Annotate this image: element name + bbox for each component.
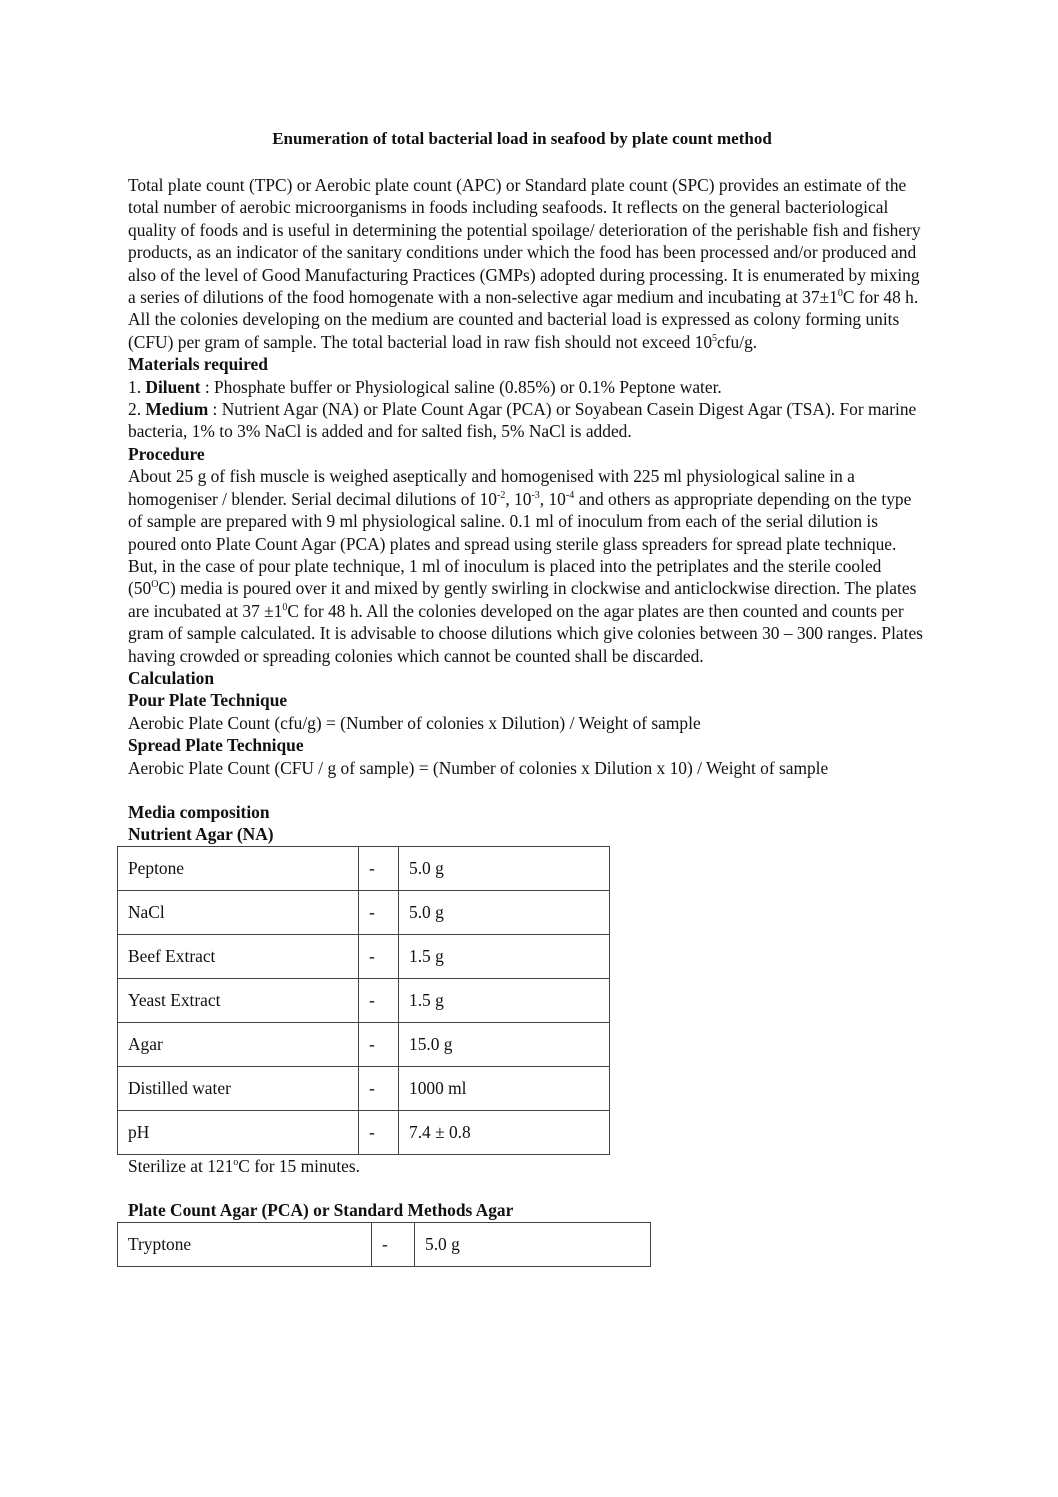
ingredient-cell: Agar <box>118 1022 359 1066</box>
item-number: 1. <box>128 376 146 397</box>
intro-text: cfu/g. <box>717 331 758 352</box>
intro-text: Total plate count (TPC) or Aerobic plate count (APC) or Standard plate count (SPC) provides an estimate of the total number of aerobic microorganisms in foods including seafoods. It reflects on the general bacteriological quality of foods and is useful in determining the potential spoilage/ deterioration of the perishable fish and fishery products, as an indicator of the sanitary conditions under which the food has been processed and/or produced and also of the level of Good Manufacturing Practices (GMPs) adopted during processing. It is enumerated by mixing a series of dilutions of the food homogenate with a non-selective agar medium and incubating at 37±1 <box>128 175 921 308</box>
nutrient-agar-heading: Nutrient Agar (NA) <box>128 824 274 845</box>
superscript: -2 <box>497 489 506 501</box>
superscript: 0 <box>282 601 288 613</box>
spread-plate-formula: Aerobic Plate Count (CFU / g of sample) = (Number of colonies x Dilution x 10) / Weight of sample <box>128 757 829 778</box>
pca-table <box>117 1222 651 1267</box>
separator-cell: - <box>359 890 399 934</box>
document-title: Enumeration of total bacterial load in seafood by plate count method <box>272 129 772 148</box>
procedure-text: , 10 <box>539 488 566 509</box>
separator-cell: - <box>359 978 399 1022</box>
ingredient-cell: Yeast Extract <box>118 978 359 1022</box>
separator-cell: - <box>359 1066 399 1110</box>
separator-cell: - <box>359 1022 399 1066</box>
procedure-heading: Procedure <box>128 443 205 464</box>
amount-cell: 1.5 g <box>399 934 610 978</box>
materials-item-medium <box>128 398 928 443</box>
intro-paragraph <box>128 174 928 353</box>
ingredient-cell: pH <box>118 1110 359 1154</box>
ingredient-cell: Beef Extract <box>118 934 359 978</box>
intro-text: C for 48 h. All the colonies developing on the medium are counted and bacterial load is expressed as colony forming units (CFU) per gram of sample. The total bacterial load in raw fish should not exceed 10 <box>128 287 919 352</box>
separator-cell: - <box>359 1110 399 1154</box>
amount-cell: 1.5 g <box>399 978 610 1022</box>
sterilize-text: Sterilize at 121 <box>128 1155 234 1176</box>
nutrient-agar-table <box>117 846 610 1155</box>
pour-plate-formula: Aerobic Plate Count (cfu/g) = (Number of colonies x Dilution) / Weight of sample <box>128 712 701 733</box>
separator-cell: - <box>372 1222 415 1266</box>
ingredient-cell: NaCl <box>118 890 359 934</box>
superscript: -4 <box>565 489 575 501</box>
materials-heading: Materials required <box>128 354 268 375</box>
table-row <box>118 1022 610 1066</box>
superscript: 5 <box>712 332 718 344</box>
ingredient-cell: Tryptone <box>118 1222 372 1266</box>
table-row <box>118 1066 610 1110</box>
procedure-text: C for 48 h. All the colonies developed on the agar plates are then counted and counts per gram of sample calculated. It is advisable to choose dilutions which give colonies between 30 – 300 ranges. Plates having crowded or spreading colonies which cannot be counted shall be discarded. <box>128 600 923 666</box>
amount-cell: 5.0 g <box>399 846 610 890</box>
ingredient-cell: Distilled water <box>118 1066 359 1110</box>
pca-heading: Plate Count Agar (PCA) or Standard Methods Agar <box>128 1200 514 1221</box>
superscript: 0 <box>837 288 843 300</box>
item-label: Medium <box>145 399 209 420</box>
materials-item-diluent <box>128 376 928 398</box>
item-number: 2. <box>128 399 146 420</box>
spacer <box>128 779 928 801</box>
item-label: Diluent <box>145 376 201 397</box>
ingredient-cell: Peptone <box>118 846 359 890</box>
spacer <box>128 1177 928 1199</box>
procedure-text: and others as appropriate depending on the type of sample are prepared with 9 ml physiological saline. 0.1 ml of inoculum from each of the serial dilution is poured onto Plate Count Agar (PCA) plates and spread using sterile glass spreaders for spread plate technique. But, in the case of pour plate technique, 1 ml of inoculum is placed into the petriplates and the sterile cooled (50 <box>128 488 912 599</box>
table-row <box>118 1110 610 1154</box>
item-text: : Nutrient Agar (NA) or Plate Count Agar (PCA) or Soyabean Casein Digest Agar (TSA). For marine bacteria, 1% to 3% NaCl is added and for salted fish, 5% NaCl is added. <box>128 399 917 442</box>
table-row <box>118 978 610 1022</box>
sterilize-text: C for 15 minutes. <box>238 1155 361 1176</box>
amount-cell: 1000 ml <box>399 1066 610 1110</box>
amount-cell: 5.0 g <box>399 890 610 934</box>
document-page <box>128 128 928 1267</box>
amount-cell: 15.0 g <box>399 1022 610 1066</box>
pour-plate-heading: Pour Plate Technique <box>128 690 288 711</box>
table-row <box>118 934 610 978</box>
spread-plate-heading: Spread Plate Technique <box>128 735 304 756</box>
separator-cell: - <box>359 934 399 978</box>
table-row <box>118 890 610 934</box>
procedure-text: C) media is poured over it and mixed by gently swirling in clockwise and anticlockwise direction. The plates are incubated at 37 ±1 <box>128 578 917 621</box>
procedure-paragraph <box>128 465 928 667</box>
item-text: : Phosphate buffer or Physiological saline (0.85%) or 0.1% Peptone water. <box>200 376 722 397</box>
media-composition-heading: Media composition <box>128 801 270 822</box>
superscript: -3 <box>531 489 540 501</box>
amount-cell: 7.4 ± 0.8 <box>399 1110 610 1154</box>
superscript: O <box>151 579 159 591</box>
table-row <box>118 1222 651 1266</box>
calculation-heading: Calculation <box>128 667 214 688</box>
sterilize-note <box>128 1155 928 1177</box>
amount-cell: 5.0 g <box>415 1222 651 1266</box>
separator-cell: - <box>359 846 399 890</box>
superscript: o <box>233 1156 239 1168</box>
procedure-text: , 10 <box>505 488 532 509</box>
procedure-text: About 25 g of fish muscle is weighed aseptically and homogenised with 225 ml physiological saline in a homogeniser / blender. Serial decimal dilutions of 10 <box>128 466 855 509</box>
table-row <box>118 846 610 890</box>
